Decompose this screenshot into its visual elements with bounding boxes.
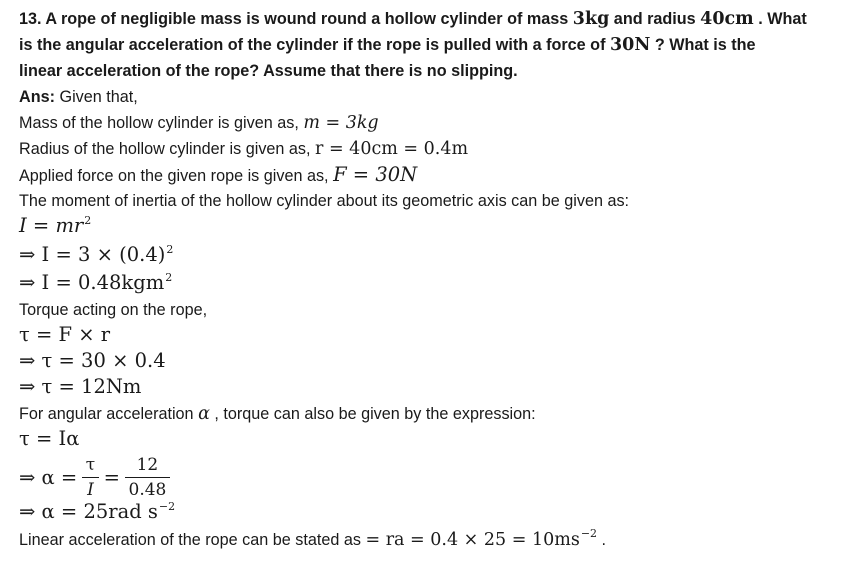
fraction-denominator: 0.48 [125, 477, 171, 500]
given-radius-text: Radius of the hollow cylinder is given as, [19, 140, 316, 158]
answer-label: Ans: [19, 88, 55, 106]
question-text: ? What is the [650, 36, 756, 54]
torque-formula: τ = F × r [19, 323, 111, 346]
inertia-result [19, 273, 172, 296]
torque-result: ⇒ τ = 12Nm [19, 375, 142, 398]
mass-value: 3kg [572, 9, 610, 29]
question-line-3: linear acceleration of the rope? Assume that there is no slipping. [19, 62, 518, 80]
inertia-formula [19, 216, 91, 239]
fraction-numerator: τ [85, 455, 96, 475]
linear-text-end: . [597, 531, 607, 549]
question-line-1 [19, 9, 807, 29]
given-force [19, 165, 417, 186]
question-text: 13. A rope of negligible mass is wound round a hollow cylinder of mass [19, 10, 573, 28]
exponent: 2 [84, 214, 92, 227]
mass-equation: m = 3kg [303, 113, 379, 133]
inertia-equation: I = mr [19, 214, 84, 237]
given-radius [19, 139, 468, 159]
exponent: −2 [580, 527, 598, 540]
alpha-result [19, 502, 175, 525]
alpha-prefix: ⇒ α = [19, 466, 78, 489]
angular-intro [19, 404, 536, 424]
inertia-result-eq: ⇒ I = 0.48kgm [19, 271, 165, 294]
given-mass-text: Mass of the hollow cylinder is given as, [19, 114, 304, 132]
radius-value: 40cm [700, 9, 754, 29]
inertia-substitution-eq: ⇒ I = 3 × (0.4) [19, 243, 166, 266]
linear-text: Linear acceleration of the rope can be stated as [19, 531, 366, 549]
inertia-intro: The moment of inertia of the hollow cylinder about its geometric axis can be given as: [19, 192, 630, 210]
exponent: −2 [158, 500, 176, 513]
alpha-symbol: α [198, 404, 210, 424]
fraction-numerator: 12 [136, 455, 159, 475]
question-text: is the angular acceleration of the cylinder if the rope is pulled with a force of [19, 36, 610, 54]
given-force-text: Applied force on the given rope is given as, [19, 167, 334, 185]
inertia-substitution [19, 245, 173, 268]
fraction-denominator: I [82, 477, 99, 500]
linear-acceleration [19, 527, 607, 552]
force-equation: F = 30N [333, 163, 418, 186]
torque-substitution: ⇒ τ = 30 × 0.4 [19, 349, 166, 372]
fraction-tau-over-i [82, 455, 99, 500]
exponent: 2 [165, 271, 173, 284]
angular-text: For angular acceleration [19, 405, 199, 423]
linear-equation: = ra = 0.4 × 25 = 10ms [365, 530, 580, 550]
fraction-12-over-048 [125, 455, 171, 500]
given-mass [19, 113, 379, 133]
question-text: and radius [609, 10, 701, 28]
angular-formula: τ = Iα [19, 427, 80, 450]
alpha-result-eq: ⇒ α = 25rad s [19, 500, 158, 523]
answer-intro [19, 87, 138, 107]
question-line-2 [19, 35, 756, 55]
radius-equation: r = 40cm = 0.4m [315, 139, 469, 159]
torque-intro: Torque acting on the rope, [19, 301, 208, 319]
exponent: 2 [166, 243, 174, 256]
equals-sign: = [103, 466, 120, 489]
angular-text: , torque can also be given by the expression: [209, 405, 536, 423]
force-value: 30N [609, 35, 651, 55]
answer-intro-text: Given that, [54, 88, 138, 106]
question-text: . What [753, 10, 807, 28]
alpha-fraction-line [19, 455, 170, 500]
